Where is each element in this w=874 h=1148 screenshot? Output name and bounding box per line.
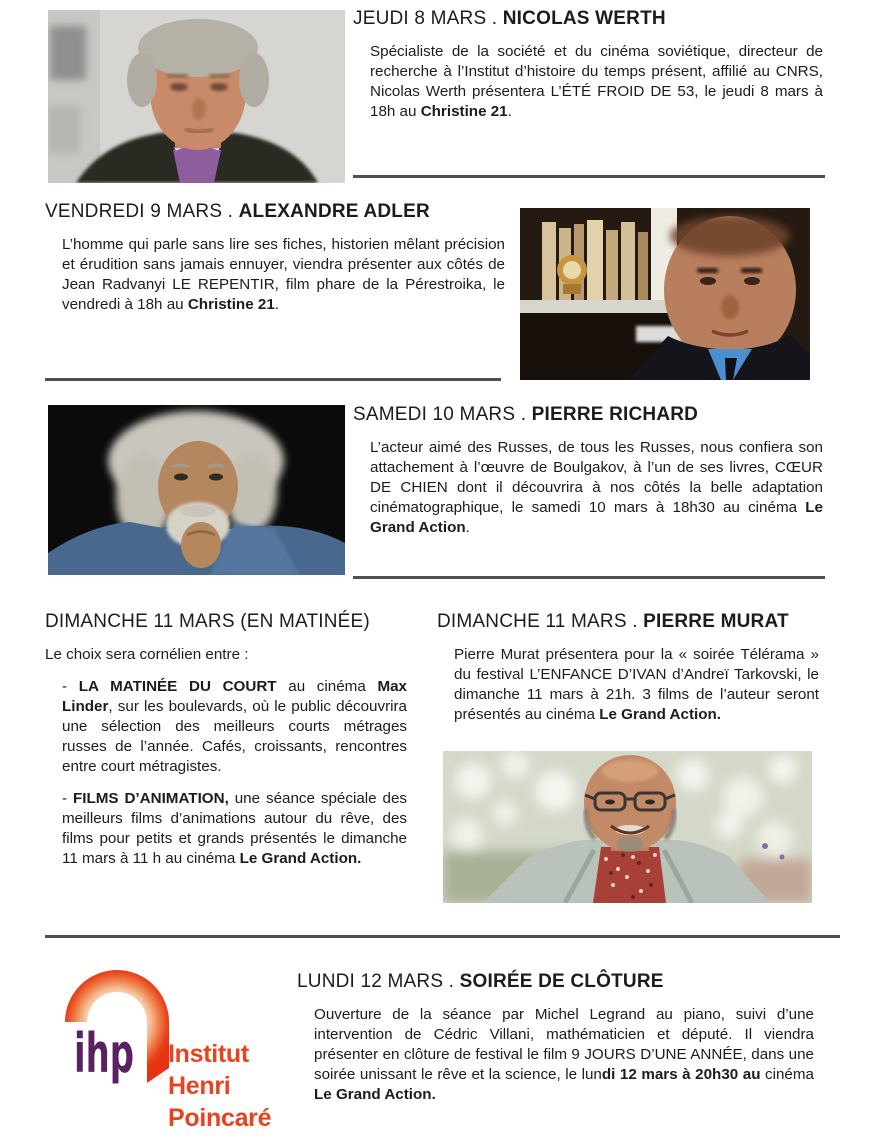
event-section-dimanche-matinee <box>45 611 407 869</box>
event-intro: Le choix sera cornélien entre : <box>45 646 249 663</box>
photo-pierre-murat-placeholder <box>443 751 812 903</box>
section-divider <box>353 576 825 579</box>
event-description: Ouverture de la séance par Michel Legrand au piano, suivi d’une intervention de Cédric Villani, mathématicien et député. Il viendra présenter en clôture de festival le film 9 JOURS D’UNE ANNÉE, dans une soirée unissant le rêve et la science, le lundi 12 mars à 20h30 au cinéma Le Grand Action. <box>314 1006 814 1103</box>
event-guest: ALEXANDRE ADLER <box>238 201 430 222</box>
event-section-lundi-12-mars <box>297 971 814 1105</box>
ihp-wordmark <box>168 1038 271 1134</box>
event-description: L’acteur aimé des Russes, de tous les Russes, nous confiera son attachement à l’œuvre de Boulgakov, à l’un de ses livres, CŒUR DE CHIEN dont il découvrira à nos côtés la belle adaptation cinématographique, le samedi 10 mars à 18h30 au cinéma Le Grand Action. <box>370 439 823 536</box>
photo-alexandre-adler <box>520 208 810 380</box>
ihp-logo <box>62 965 174 1093</box>
event-section-vendredi-9-mars <box>45 201 505 315</box>
event-description: L’homme qui parle sans lire ses fiches, historien mêlant précision et érudition sans jamais ennuyer, viendra présenter aux côtés de Jean Radvanyi LE REPENTIR, film phare de la Pérestroika, le vendredi à 18h au Christine 21. <box>62 236 505 313</box>
ihp-wordmark-line: Henri <box>168 1072 231 1100</box>
heading-separator: . <box>486 8 503 29</box>
event-section-jeudi-8-mars <box>353 8 823 122</box>
event-heading <box>353 404 823 426</box>
ihp-wordmark-line: Institut <box>168 1040 249 1068</box>
ihp-arch-icon <box>62 965 174 1093</box>
heading-separator: . <box>222 201 239 222</box>
event-guest: NICOLAS WERTH <box>502 8 666 29</box>
event-section-samedi-10-mars <box>353 404 823 538</box>
event-description: Spécialiste de la société et du cinéma soviétique, directeur de recherche à l’Institut d’histoire du temps présent, affilié au CNRS, Nicolas Werth présentera L’ÉTÉ FROID DE 53, le jeudi 8 mars à 18h au Christine 21. <box>370 43 823 120</box>
event-heading <box>297 971 814 993</box>
event-guest: SOIRÉE DE CLÔTURE <box>459 971 664 992</box>
event-heading <box>45 611 407 633</box>
section-divider <box>353 175 825 178</box>
event-description: Pierre Murat présentera pour la « soirée Télérama » du festival L’ENFANCE D’IVAN d’Andreï Tarkovski, le dimanche 11 mars à 21h. 3 films de l’auteur seront présentés au cinéma Le Grand Action. <box>454 646 819 723</box>
event-heading <box>353 8 823 30</box>
heading-separator: . <box>443 971 460 992</box>
ihp-acronym: ihp <box>74 1022 134 1085</box>
event-day: LUNDI 12 MARS <box>297 971 444 992</box>
photo-nicolas-werth-placeholder <box>48 10 345 183</box>
event-day: DIMANCHE 11 MARS (EN MATINÉE) <box>45 611 370 632</box>
photo-pierre-murat <box>443 751 812 903</box>
section-divider <box>45 378 501 381</box>
photo-pierre-richard-placeholder <box>48 405 345 575</box>
photo-alexandre-adler-placeholder <box>520 208 810 380</box>
heading-separator: . <box>515 404 532 425</box>
ihp-wordmark-line: Poincaré <box>168 1104 272 1132</box>
photo-pierre-richard <box>48 405 345 575</box>
event-day: DIMANCHE 11 MARS <box>437 611 627 632</box>
event-day: JEUDI 8 MARS <box>353 8 487 29</box>
event-guest: PIERRE RICHARD <box>531 404 699 425</box>
event-day: SAMEDI 10 MARS <box>353 404 516 425</box>
event-heading <box>45 201 505 223</box>
event-guest: PIERRE MURAT <box>643 611 789 632</box>
event-description: - LA MATINÉE DU COURT au cinéma Max Linder, sur les boulevards, où le public découvrira une sélection des meilleurs courts métrages russes de l’année. Cafés, croissants, rencontres entre court métragistes. <box>62 678 407 775</box>
event-section-dimanche-murat <box>437 611 819 725</box>
photo-nicolas-werth <box>48 10 345 183</box>
section-divider <box>45 935 840 938</box>
event-description: - FILMS D’ANIMATION, une séance spéciale des meilleurs films d’animations autour du rêve, des films pour petits et grands présentés le dimanche 11 mars à 11 h au cinéma Le Grand Action. <box>62 790 407 867</box>
heading-separator: . <box>626 611 644 632</box>
event-heading <box>437 611 819 633</box>
event-day: VENDREDI 9 MARS <box>45 201 223 222</box>
